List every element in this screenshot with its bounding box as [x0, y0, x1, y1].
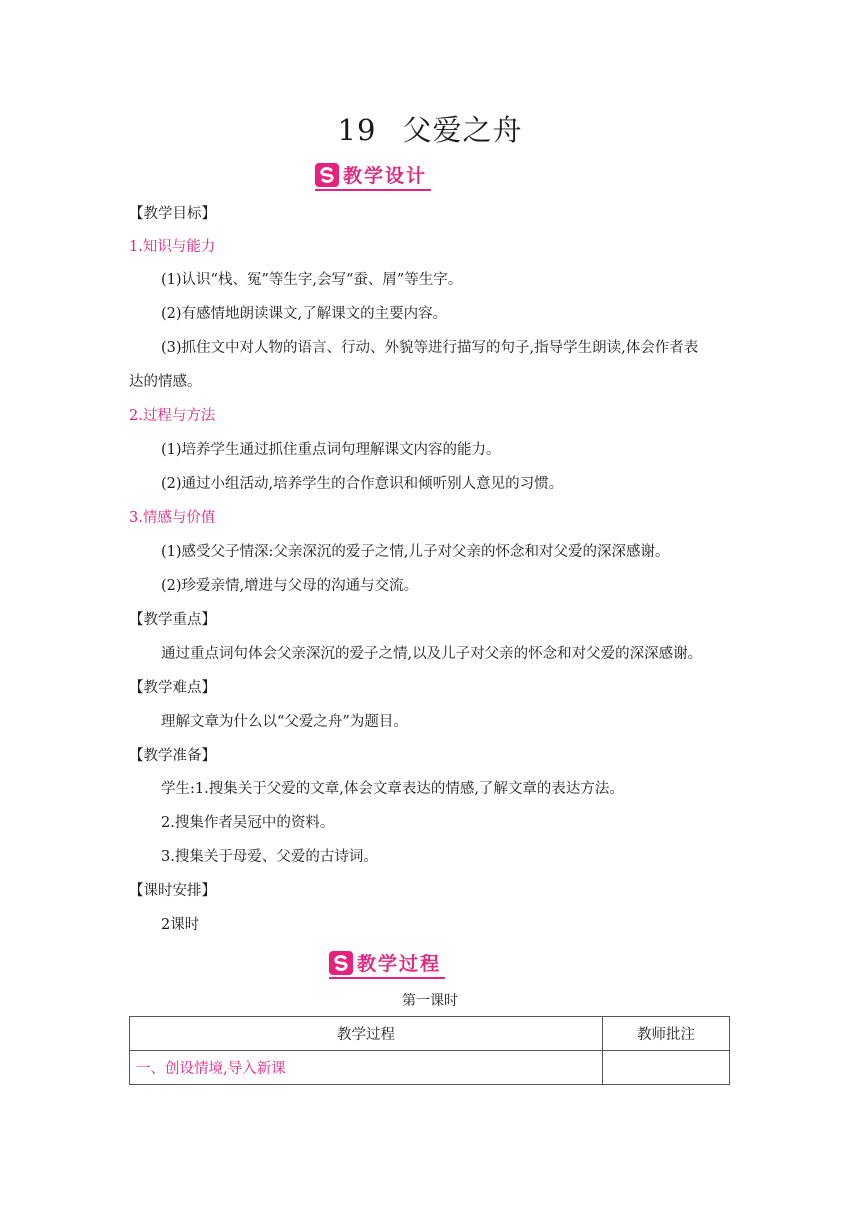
heading-goals: 【教学目标】 — [129, 206, 216, 222]
heading-difficulties: 【教学难点】 — [129, 680, 216, 696]
prep-item-1: 学生:1.搜集关于父爱的文章,体会文章表达的情感,了解文章的表达方法。 — [161, 781, 624, 797]
lesson-subtitle: 第一课时 — [402, 993, 458, 1009]
badge-underline — [329, 977, 445, 979]
process-table — [129, 1016, 730, 1085]
teaching-process-badge — [329, 950, 441, 976]
swirl-logo-icon — [329, 951, 353, 975]
page-title — [0, 108, 860, 149]
heading-emotion-value: 3.情感与价值 — [129, 510, 216, 526]
goal3-item-2: (2)珍爱亲情,增进与父母的沟通与交流。 — [161, 578, 419, 594]
badge-underline — [315, 189, 431, 191]
goal1-item-3-cont: 达的情感。 — [129, 374, 202, 390]
header-process: 教学过程 — [130, 1017, 603, 1051]
difficulties-text: 理解文章为什么以“父爱之舟”为题目。 — [161, 714, 408, 730]
teaching-design-badge — [315, 162, 427, 188]
prep-item-3: 3.搜集关于母爱、父爱的古诗词。 — [161, 849, 378, 865]
heading-schedule: 【课时安排】 — [129, 883, 216, 899]
heading-key-points: 【教学重点】 — [129, 612, 216, 628]
header-teacher-notes: 教师批注 — [603, 1017, 730, 1051]
goal3-item-1: (1)感受父子情深:父亲深沉的爱子之情,儿子对父亲的怀念和对父爱的深深感谢。 — [161, 544, 670, 560]
goal1-item-2: (2)有感情地朗读课文,了解课文的主要内容。 — [161, 306, 448, 322]
goal2-item-2: (2)通过小组活动,培养学生的合作意识和倾听别人意见的习惯。 — [161, 476, 564, 492]
schedule-text: 2课时 — [161, 917, 200, 933]
lesson-title: 父爱之舟 — [402, 113, 523, 147]
heading-preparation: 【教学准备】 — [129, 748, 216, 764]
heading-knowledge: 1.知识与能力 — [129, 239, 216, 255]
prep-item-2: 2.搜集作者吴冠中的资料。 — [161, 815, 335, 831]
goal1-item-3: (3)抓住文中对人物的语言、行动、外貌等进行描写的句子,指导学生朗读,体会作者表 — [161, 340, 699, 356]
row-step-1: 一、创设情境,导入新课 — [130, 1051, 603, 1085]
teaching-process-label: 教学过程 — [357, 953, 442, 975]
row-notes-1 — [603, 1051, 730, 1085]
table-row — [130, 1051, 730, 1085]
teaching-design-label: 教学设计 — [343, 165, 428, 187]
heading-process-method: 2.过程与方法 — [129, 408, 216, 424]
lesson-number: 19 — [337, 113, 377, 147]
swirl-logo-icon — [315, 163, 339, 187]
goal2-item-1: (1)培养学生通过抓住重点词句理解课文内容的能力。 — [161, 442, 501, 458]
key-points-text: 通过重点词句体会父亲深沉的爱子之情,以及儿子对父亲的怀念和对父爱的深深感谢。 — [161, 646, 703, 662]
goal1-item-1: (1)认识“栈、冤”等生字,会写“蚕、屑”等生字。 — [161, 272, 463, 288]
table-header-row — [130, 1017, 730, 1051]
